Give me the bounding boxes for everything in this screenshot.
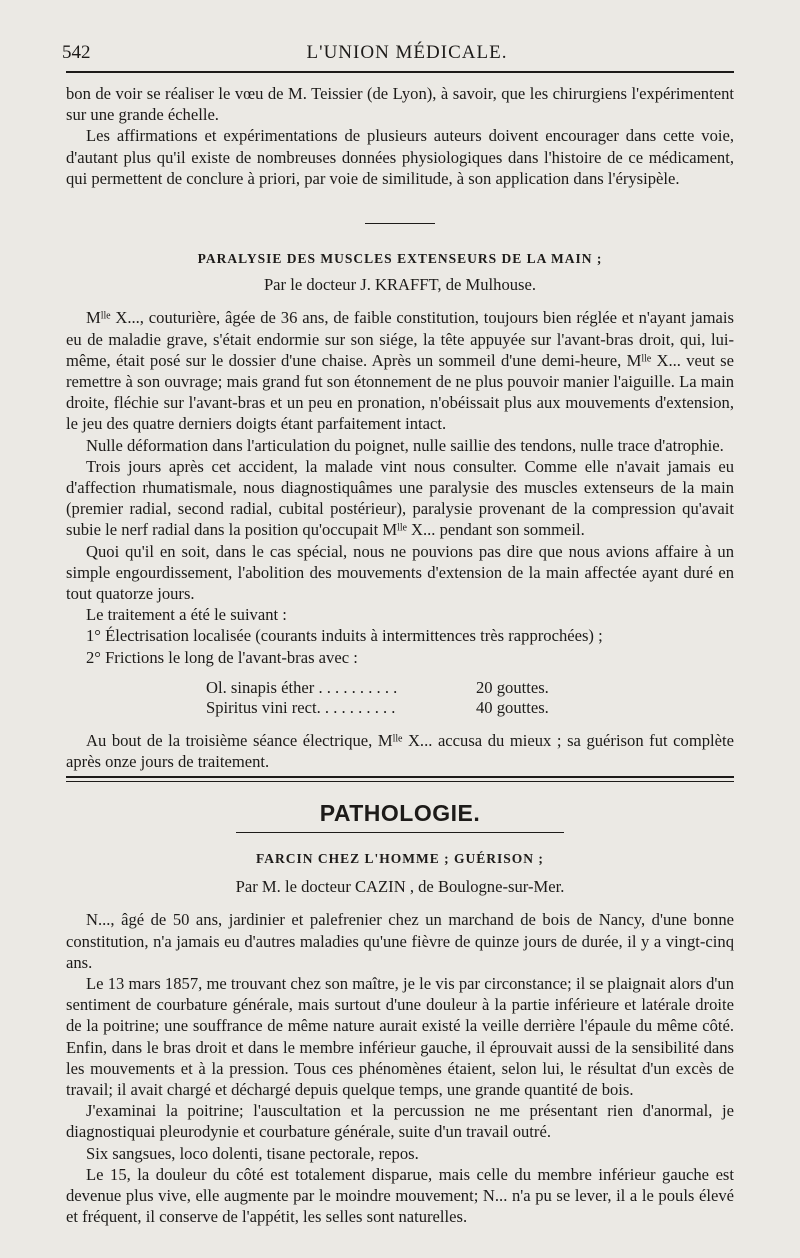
heading-rule: [236, 832, 564, 833]
page-header: [62, 34, 752, 70]
article-paralysie: [66, 248, 734, 772]
remedy-name: Ol. sinapis éther . . . . . . . . . .: [206, 677, 398, 697]
article-paragraph: Nulle déformation dans l'articulation du poignet, nulle saillie des tendons, nulle trace d'atrophie.: [86, 435, 724, 455]
remedy-row: [66, 678, 734, 698]
article-paragraph: 2° Frictions le long de l'avant-bras avec :: [86, 647, 358, 667]
article-byline: Par le docteur J. KRAFFT, de Mulhouse.: [263, 275, 537, 295]
article-paragraph: Trois jours après cet accident, la malade vint nous consulter. Comme elle n'avait jamais eu d'affection rhumatismale, nous diagnostiquâmes une paralysie des muscles extenseurs de la main (premier radial, second radial, cubital postérieur), paralysie provenant de la compression qu'avait subie le nerf radial dans la position qu'occupait Mˡˡᵉ X... pendant son sommeil.: [66, 456, 734, 540]
intro-paragraph: bon de voir se réaliser le vœu de M. Teissier (de Lyon), à savoir, que les chirurgiens l'expérimentent sur une grande échelle.: [66, 84, 734, 125]
article-paragraph: Le 13 mars 1857, me trouvant chez son maître, je le vis par circonstance; il se plaignait alors d'un sentiment de courbature générale, mais surtout d'une douleur à la partie inférieure et latérale droite de la poitrine; une souffrance de même nature aurait existé la veille derrière l'épaule du même côté. Enfin, dans le bras droit et dans le membre inférieur gauche, il éprouvait aussi de la sensibilité dans les mouvements et à la pression. Tous ces phénomènes étaient, selon lui, le résultat d'un excès de travail; il avait chargé et déchargé depuis quelque temps, une grande quantité de bois.: [66, 974, 734, 1100]
intro-paragraph: Les affirmations et expérimentations de plusieurs auteurs doivent encourager dans cette voie, d'autant plus qu'il existe de nombreuses données physiologiques dans l'histoire de ce médicament, qui permettent de conclure à priori, par voie de similitude, à son application dans l'érysipèle.: [66, 126, 734, 188]
article-byline: Par M. le docteur CAZIN , de Boulogne-sur-Mer.: [235, 877, 565, 897]
article-paragraph: N..., âgé de 50 ans, jardinier et palefrenier chez un marchand de bois de Nancy, d'une bonne constitution, n'a jamais eu d'autres maladies qu'une fièvre de quinze jours de durée, il y a vingt-cinq ans.: [66, 910, 734, 972]
page-number: 542: [62, 42, 91, 63]
article-title: PARALYSIE DES MUSCLES EXTENSEURS DE LA MAIN ;: [197, 251, 603, 266]
remedy-row: [66, 698, 734, 718]
article-paragraph: J'examinai la poitrine; l'auscultation et la percussion ne me présentant rien d'anormal, je diagnostiquai pleurodynie et courbature générale, suite d'un travail outré.: [66, 1101, 734, 1142]
article-paragraph: Le traitement a été le suivant :: [86, 605, 287, 625]
intro-text: [66, 83, 734, 189]
article-title: FARCIN CHEZ L'HOMME ; GUÉRISON ;: [256, 851, 544, 866]
prescription: [66, 678, 734, 718]
remedy-dose: 40 gouttes.: [476, 697, 549, 717]
running-title: L'UNION MÉDICALE.: [306, 42, 508, 63]
article-paragraph: 1° Électrisation localisée (courants induits à intermittences très rapprochées) ;: [86, 626, 603, 646]
remedy-dose: 20 gouttes.: [476, 677, 549, 697]
separator-rule: [365, 223, 435, 224]
remedy-name: Spiritus vini rect. . . . . . . . . .: [206, 697, 396, 717]
header-rule: [66, 71, 734, 73]
article-paragraph: Le 15, la douleur du côté est totalement disparue, mais celle du membre inférieur gauche est devenue plus vive, elle augmente par le moindre mouvement; N... n'a pu se lever, il a le pouls élevé et fréquent, il conserve de l'appétit, les selles sont naturelles.: [66, 1164, 734, 1227]
section-heading: PATHOLOGIE.: [319, 800, 481, 826]
section-divider: [66, 776, 734, 782]
article-paragraph: Quoi qu'il en soit, dans le cas spécial, nous ne pouvions pas dire que nous avions affaire à un simple engourdissement, l'abolition des mouvements d'extension de la main affectée ayant duré en tout quatorze jours.: [66, 541, 734, 604]
article-paragraph: Au bout de la troisième séance électrique, Mˡˡᵉ X... accusa du mieux ; sa guérison fut complète après onze jours de traitement.: [66, 730, 734, 772]
article-paragraph: Mˡˡᵉ X..., couturière, âgée de 36 ans, de faible constitution, toujours bien réglée et n'ayant jamais eu de maladie grave, s'était endormie sur son siége, la tête appuyée sur l'avant-bras droit, qui, lui-même, était posé sur le dossier d'une chaise. Après un sommeil d'une demi-heure, Mˡˡᵉ X... veut se remettre à son ouvrage; mais grand fut son étonnement de ne plus pouvoir manier l'aiguille. La main droite, fléchie sur l'avant-bras et un peu en pronation, n'obéissait plus aux mouvements d'extension, le jeu des quatre derniers doigts étant parfaitement intact.: [66, 308, 734, 434]
article-farcin: [66, 848, 734, 1227]
article-paragraph: Six sangsues, loco dolenti, tisane pectorale, repos.: [86, 1143, 419, 1163]
